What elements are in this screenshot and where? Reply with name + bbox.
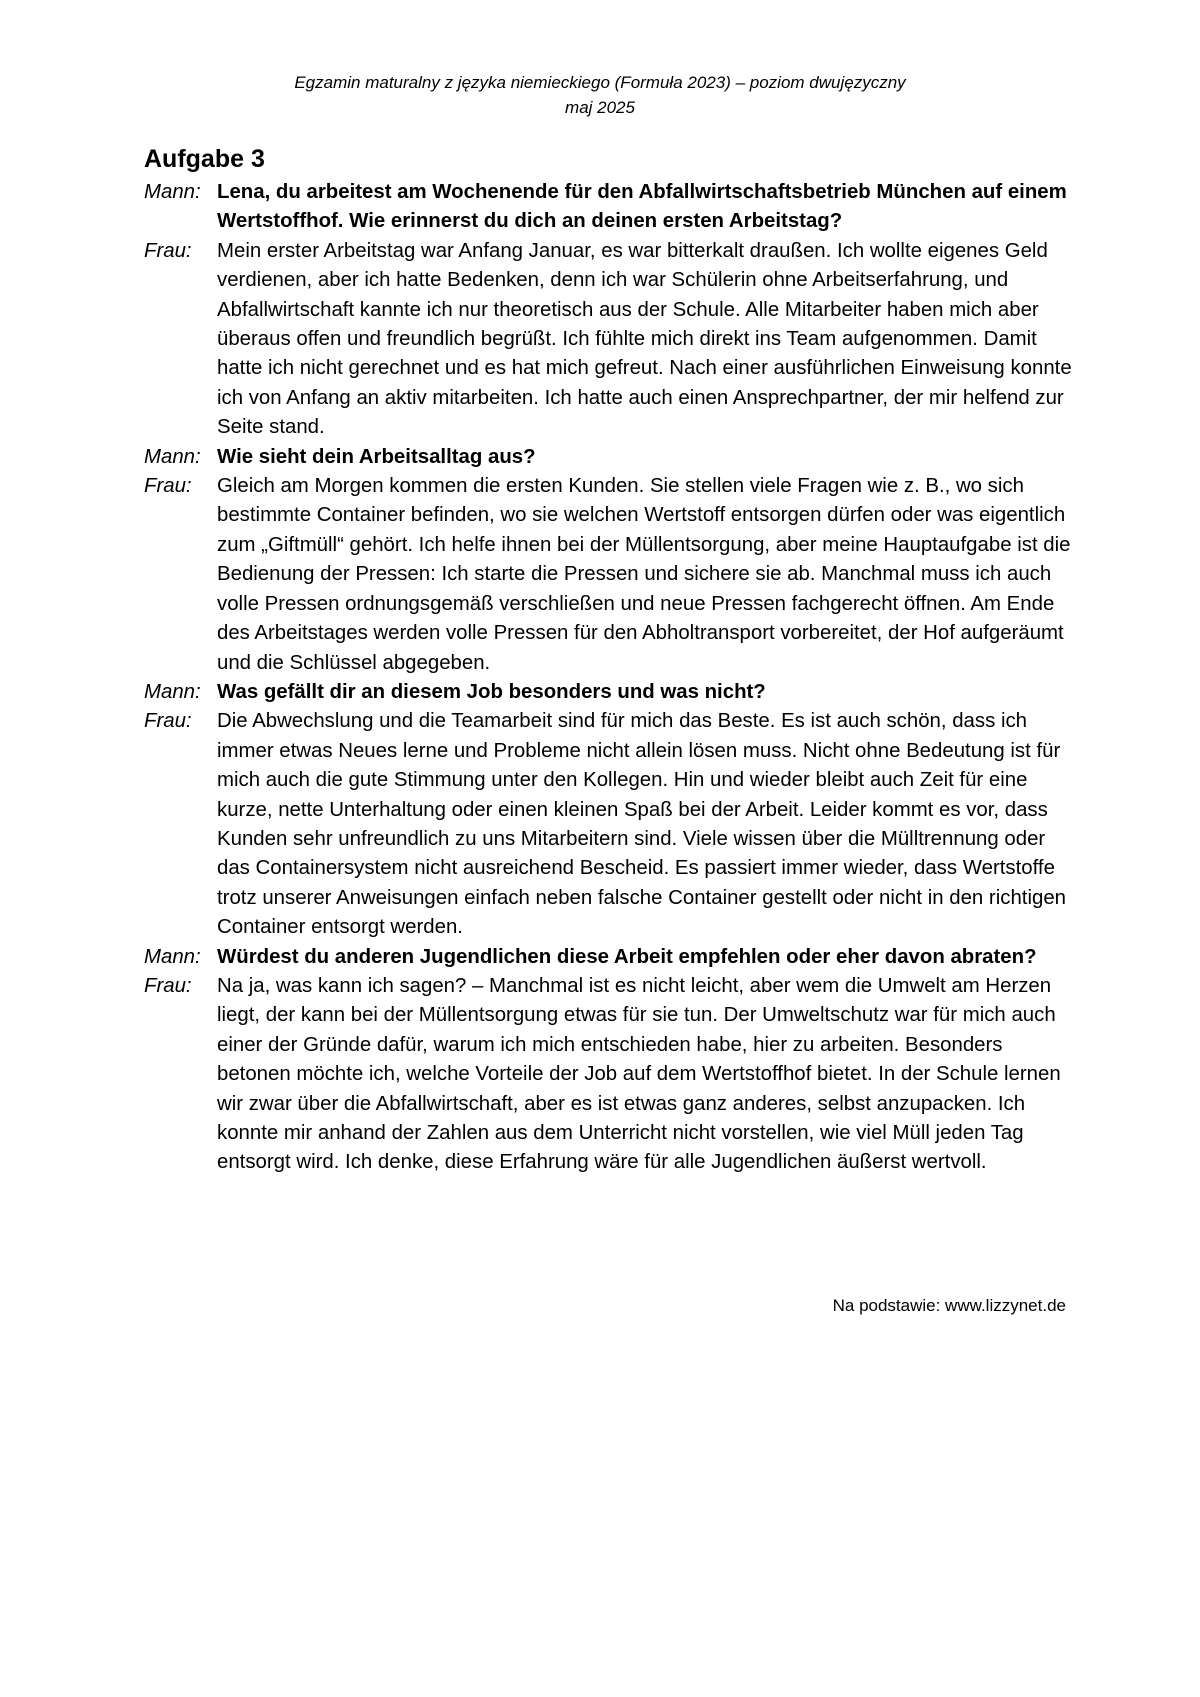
dialog-turn <box>144 443 1074 472</box>
interviewee-answer: Gleich am Morgen kommen die ersten Kunden. Sie stellen viele Fragen wie z. B., wo sich bestimmte Container befinden, wo sie welchen Wertstoff entsorgen dürfen oder was eigentlich zum „Giftmüll“ gehört. Ich helfe ihnen bei der Müllentsorgung, aber meine Hauptaufgabe ist die Bedienung der Pressen: Ich starte die Pressen und sichere sie ab. Manchmal muss ich auch volle Pressen ordnungsgemäß verschließen und neue Pressen fachgerecht öffnen. Am Ende des Arbeitstages werden volle Pressen für den Abholtransport vorbereitet, der Hof aufgeräumt und die Schlüssel abgegeben. <box>217 475 1071 674</box>
interviewer-question: Würdest du anderen Jugendlichen diese Arbeit empfehlen oder eher davon abraten? <box>217 945 1037 968</box>
interviewee-answer: Mein erster Arbeitstag war Anfang Januar, es war bitterkalt draußen. Ich wollte eigenes Geld verdienen, aber ich hatte Bedenken, denn ich war Schülerin ohne Arbeitserfahrung, und Abfallwirtschaft kannte ich nur theoretisch aus der Schule. Alle Mitarbeiter haben mich aber überaus offen und freundlich begrüßt. Ich fühlte mich direkt ins Team aufgenommen. Damit hatte ich nicht gerechnet und es hat mich gefreut. Nach einer ausführlichen Einweisung konnte ich von Anfang an aktiv mitarbeiten. Ich hatte auch einen Ansprechpartner, der mir helfend zur Seite stand. <box>217 239 1072 439</box>
dialog-turn <box>144 972 1074 1178</box>
dialog-transcript <box>144 178 1074 1178</box>
interviewer-question: Was gefällt dir an diesem Job besonders und was nicht? <box>217 680 766 703</box>
speaker-label: Mann: <box>144 445 201 468</box>
task-title: Aufgabe 3 <box>144 145 265 173</box>
speaker-label: Mann: <box>144 680 201 703</box>
dialog-turn <box>144 472 1074 678</box>
speaker-label: Mann: <box>144 945 201 968</box>
dialog-turn <box>144 178 1074 237</box>
speaker-label: Frau: <box>144 710 192 733</box>
interviewer-question: Lena, du arbeitest am Wochenende für den Abfallwirtschaftsbetrieb München auf einem Wertstoffhof. Wie erinnerst du dich an deinen ersten Arbeitstag? <box>217 181 1067 233</box>
page-header <box>0 70 1200 120</box>
dialog-turn <box>144 678 1074 707</box>
interviewee-answer: Na ja, was kann ich sagen? – Manchmal ist es nicht leicht, aber wem die Umwelt am Herzen liegt, der kann bei der Müllentsorgung etwas für sie tun. Der Umweltschutz war für mich auch einer der Gründe dafür, warum ich mich entschieden habe, hier zu arbeiten. Besonders betonen möchte ich, welche Vorteile der Job auf dem Wertstoffhof bietet. In der Schule lernen wir zwar über die Abfallwirtschaft, aber es ist etwas ganz anderes, selbst anzupacken. Ich konnte mir anhand der Zahlen aus dem Unterricht nicht vorstellen, wie viel Müll jeden Tag entsorgt wird. Ich denke, diese Erfahrung wäre für alle Jugendlichen äußerst wertvoll. <box>217 974 1061 1174</box>
header-exam-title: Egzamin maturalny z języka niemieckiego (Formuła 2023) – poziom dwujęzyczny <box>294 73 906 92</box>
dialog-turn <box>144 707 1074 942</box>
interviewer-question: Wie sieht dein Arbeitsalltag aus? <box>217 445 536 468</box>
dialog-turn <box>144 943 1074 972</box>
speaker-label: Mann: <box>144 181 201 203</box>
interviewee-answer: Die Abwechslung und die Teamarbeit sind für mich das Beste. Es ist auch schön, dass ich immer etwas Neues lerne und Probleme nicht allein lösen muss. Nicht ohne Bedeutung ist für mich auch die gute Stimmung unter den Kollegen. Hin und wieder bleibt auch Zeit für eine kurze, nette Unterhaltung oder einen kleinen Spaß bei der Arbeit. Leider kommt es vor, dass Kunden sehr unfreundlich zu uns Mitarbeitern sind. Viele wissen über die Mülltrennung oder das Containersystem nicht ausreichend Bescheid. Es passiert immer wieder, dass Wertstoffe trotz unserer Anweisungen einfach neben falsche Container gestellt oder nicht in den richtigen Container entsorgt werden. <box>217 710 1067 939</box>
speaker-label: Frau: <box>144 475 192 498</box>
source-attribution: Na podstawie: www.lizzynet.de <box>832 1296 1066 1315</box>
header-exam-date: maj 2025 <box>565 98 635 117</box>
dialog-turn <box>144 237 1074 443</box>
speaker-label: Frau: <box>144 239 192 262</box>
speaker-label: Frau: <box>144 974 192 997</box>
